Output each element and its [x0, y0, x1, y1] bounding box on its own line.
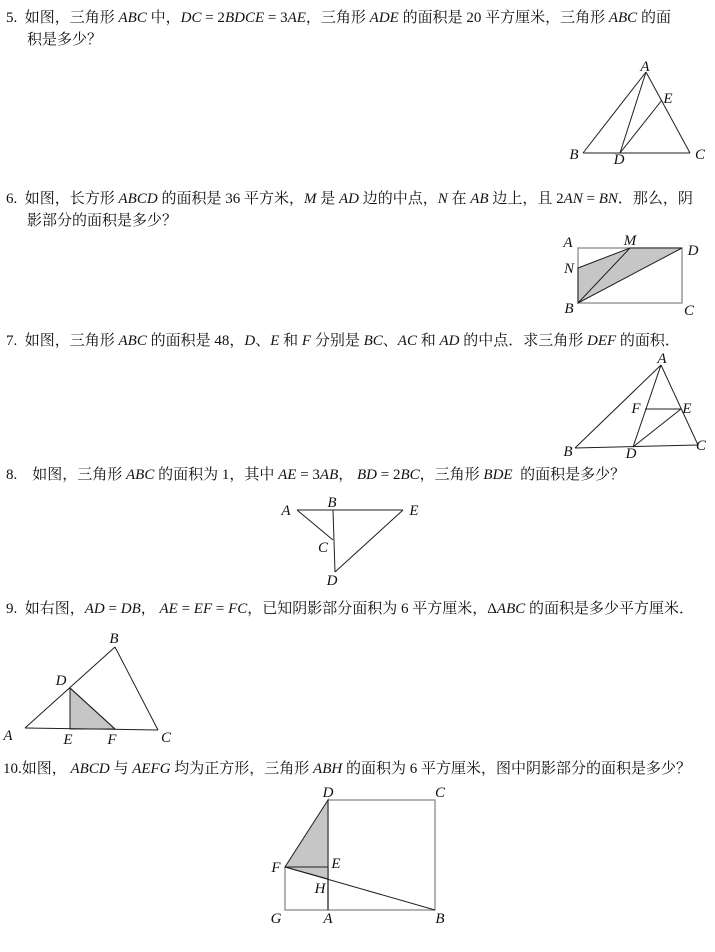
problem-number: 5.	[6, 10, 18, 26]
vertex-label-B: B	[563, 444, 573, 460]
vertex-label-D: D	[326, 573, 338, 587]
vertex-label-N: N	[563, 261, 575, 277]
problem-number: 10.	[3, 761, 22, 777]
figure-segment	[115, 647, 158, 730]
figure-triangle-abc-def-shaded	[0, 630, 192, 752]
figure-rectangle-abcd-shaded	[555, 235, 710, 320]
problem-number: 8.	[6, 467, 18, 483]
triangle-abc-def-shaded-svg	[0, 630, 192, 752]
problem-number: 9.	[6, 601, 18, 617]
vertex-label-E: E	[682, 401, 692, 417]
vertex-label-H: H	[314, 881, 326, 897]
figure-segment	[575, 445, 698, 448]
vertex-label-A: A	[640, 59, 650, 75]
vertex-label-A: A	[3, 728, 13, 744]
vertex-label-F: F	[107, 732, 117, 748]
vertex-label-F: F	[631, 401, 641, 417]
vertex-label-E: E	[663, 91, 673, 107]
problem-number: 6.	[6, 191, 18, 207]
vertex-label-C: C	[683, 303, 695, 319]
problem-line: 8. 如图，三角形 ABC 的面积为 1，其中 AE = 3AB， BD = 2BC，三角形 BDE 的面积是多少？	[6, 467, 626, 483]
figure-segment	[333, 510, 335, 572]
figure-segment	[620, 72, 646, 153]
vertex-label-B: B	[327, 495, 337, 511]
vertex-label-A: A	[563, 235, 573, 251]
vertex-label-B: B	[435, 911, 445, 927]
problem-line: 7. 如图，三角形 ABC 的面积是 48，D、E 和 F 分别是 BC、AC 和 AD 的中点．求三角形 DEF 的面积．	[6, 333, 680, 349]
shaded-region	[578, 248, 682, 303]
problem-line: 6. 如图，长方形 ABCD 的面积是 36 平方米，M 是 AD 边的中点，N 在 AB 边上，且 2AN = BN．那么，阴	[6, 191, 693, 207]
vertex-label-C: C	[695, 438, 707, 454]
vertex-label-C: C	[694, 147, 706, 163]
problem-line: 10.如图， ABCD 与 AEFG 均为正方形，三角形 ABH 的面积为 6 平方厘米，图中阴影部分的面积是多少？	[3, 761, 691, 777]
vertex-label-E: E	[63, 732, 73, 748]
vertex-label-F: F	[271, 860, 281, 876]
figure-triangle-bde	[275, 495, 430, 587]
vertex-label-C: C	[317, 540, 329, 556]
triangle-abc-ade-svg	[560, 58, 712, 168]
vertex-label-B: B	[564, 301, 574, 317]
triangle-abc-def-svg	[553, 353, 713, 463]
figure-triangle-abc-def	[553, 353, 713, 463]
figure-rectangle	[328, 800, 435, 910]
vertex-label-A: A	[323, 911, 333, 927]
vertex-label-D: D	[625, 446, 637, 462]
triangle-bde-svg	[275, 495, 430, 587]
figure-segment	[583, 72, 646, 153]
problem-line: 积是多少？	[27, 32, 103, 48]
vertex-label-M: M	[623, 235, 637, 249]
squares-abcd-aefg-svg	[260, 785, 460, 933]
vertex-label-D: D	[55, 673, 67, 689]
figure-triangle-abc-ade	[560, 58, 712, 168]
vertex-label-E: E	[331, 856, 341, 872]
rectangle-abcd-shaded-svg	[555, 235, 710, 320]
problem-number: 7.	[6, 333, 18, 349]
vertex-label-B: B	[569, 147, 579, 163]
vertex-label-G: G	[270, 911, 282, 927]
problem-line: 5. 如图，三角形 ABC 中，DC = 2BDCE = 3AE，三角形 ADE 的面积是 20 平方厘米，三角形 ABC 的面	[6, 10, 671, 26]
figure-segment	[620, 100, 662, 153]
figure-segment	[335, 510, 403, 572]
problem-line: 影部分的面积是多少？	[27, 213, 178, 229]
vertex-label-D: D	[613, 152, 625, 168]
problem-line: 9. 如右图，AD = DB， AE = EF = FC，已知阴影部分面积为 6 平方厘米，ΔABC 的面积是多少平方厘米．	[6, 601, 695, 617]
figure-segment	[297, 510, 333, 540]
figure-segment	[661, 365, 698, 445]
vertex-label-A: A	[281, 503, 291, 519]
vertex-label-C: C	[434, 785, 446, 801]
figure-squares-abcd-aefg	[260, 785, 460, 933]
vertex-label-C: C	[160, 730, 172, 746]
vertex-label-E: E	[409, 503, 419, 519]
vertex-label-D: D	[322, 785, 334, 801]
figure-segment	[285, 867, 435, 910]
vertex-label-D: D	[687, 243, 699, 259]
vertex-label-B: B	[109, 631, 119, 647]
vertex-label-A: A	[657, 353, 667, 367]
